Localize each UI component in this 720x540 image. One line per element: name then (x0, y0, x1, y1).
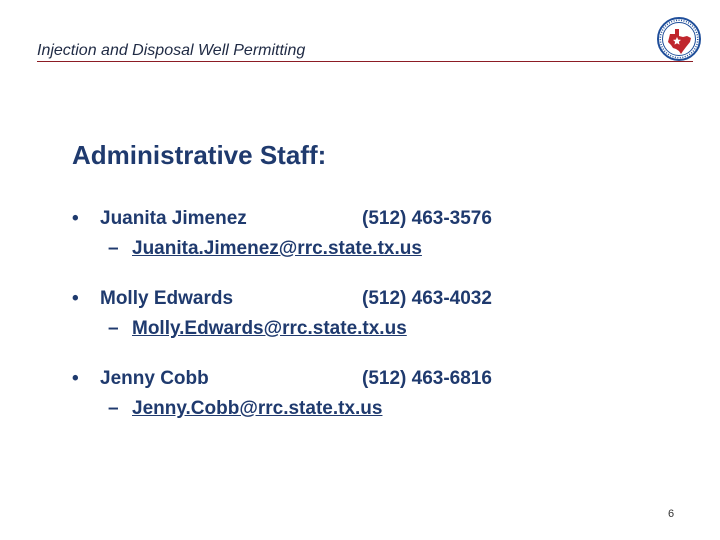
staff-email-link[interactable]: Molly.Edwards@rrc.state.tx.us (132, 318, 407, 339)
page-number: 6 (668, 508, 675, 520)
slide-header-title: Injection and Disposal Well Permitting (37, 42, 306, 59)
staff-entry (72, 208, 672, 288)
staff-name: Molly Edwards (100, 288, 234, 309)
staff-name: Juanita Jimenez (100, 208, 247, 229)
staff-email-link[interactable]: Jenny.Cobb@rrc.state.tx.us (132, 398, 383, 419)
dash: – (108, 318, 119, 339)
staff-email-link[interactable]: Juanita.Jimenez@rrc.state.tx.us (132, 238, 422, 259)
staff-list (72, 208, 672, 448)
header-divider (37, 61, 693, 62)
bullet: • (72, 368, 79, 389)
dash: – (108, 238, 119, 259)
bullet: • (72, 288, 79, 309)
staff-phone: (512) 463-3576 (362, 208, 492, 229)
staff-phone: (512) 463-6816 (362, 368, 492, 389)
staff-name: Jenny Cobb (100, 368, 209, 389)
bullet: • (72, 208, 79, 229)
staff-phone: (512) 463-4032 (362, 288, 492, 309)
section-heading: Administrative Staff: (72, 140, 327, 170)
railroad-commission-seal-icon (657, 17, 701, 61)
staff-entry (72, 368, 672, 448)
dash: – (108, 398, 119, 419)
staff-entry (72, 288, 672, 368)
